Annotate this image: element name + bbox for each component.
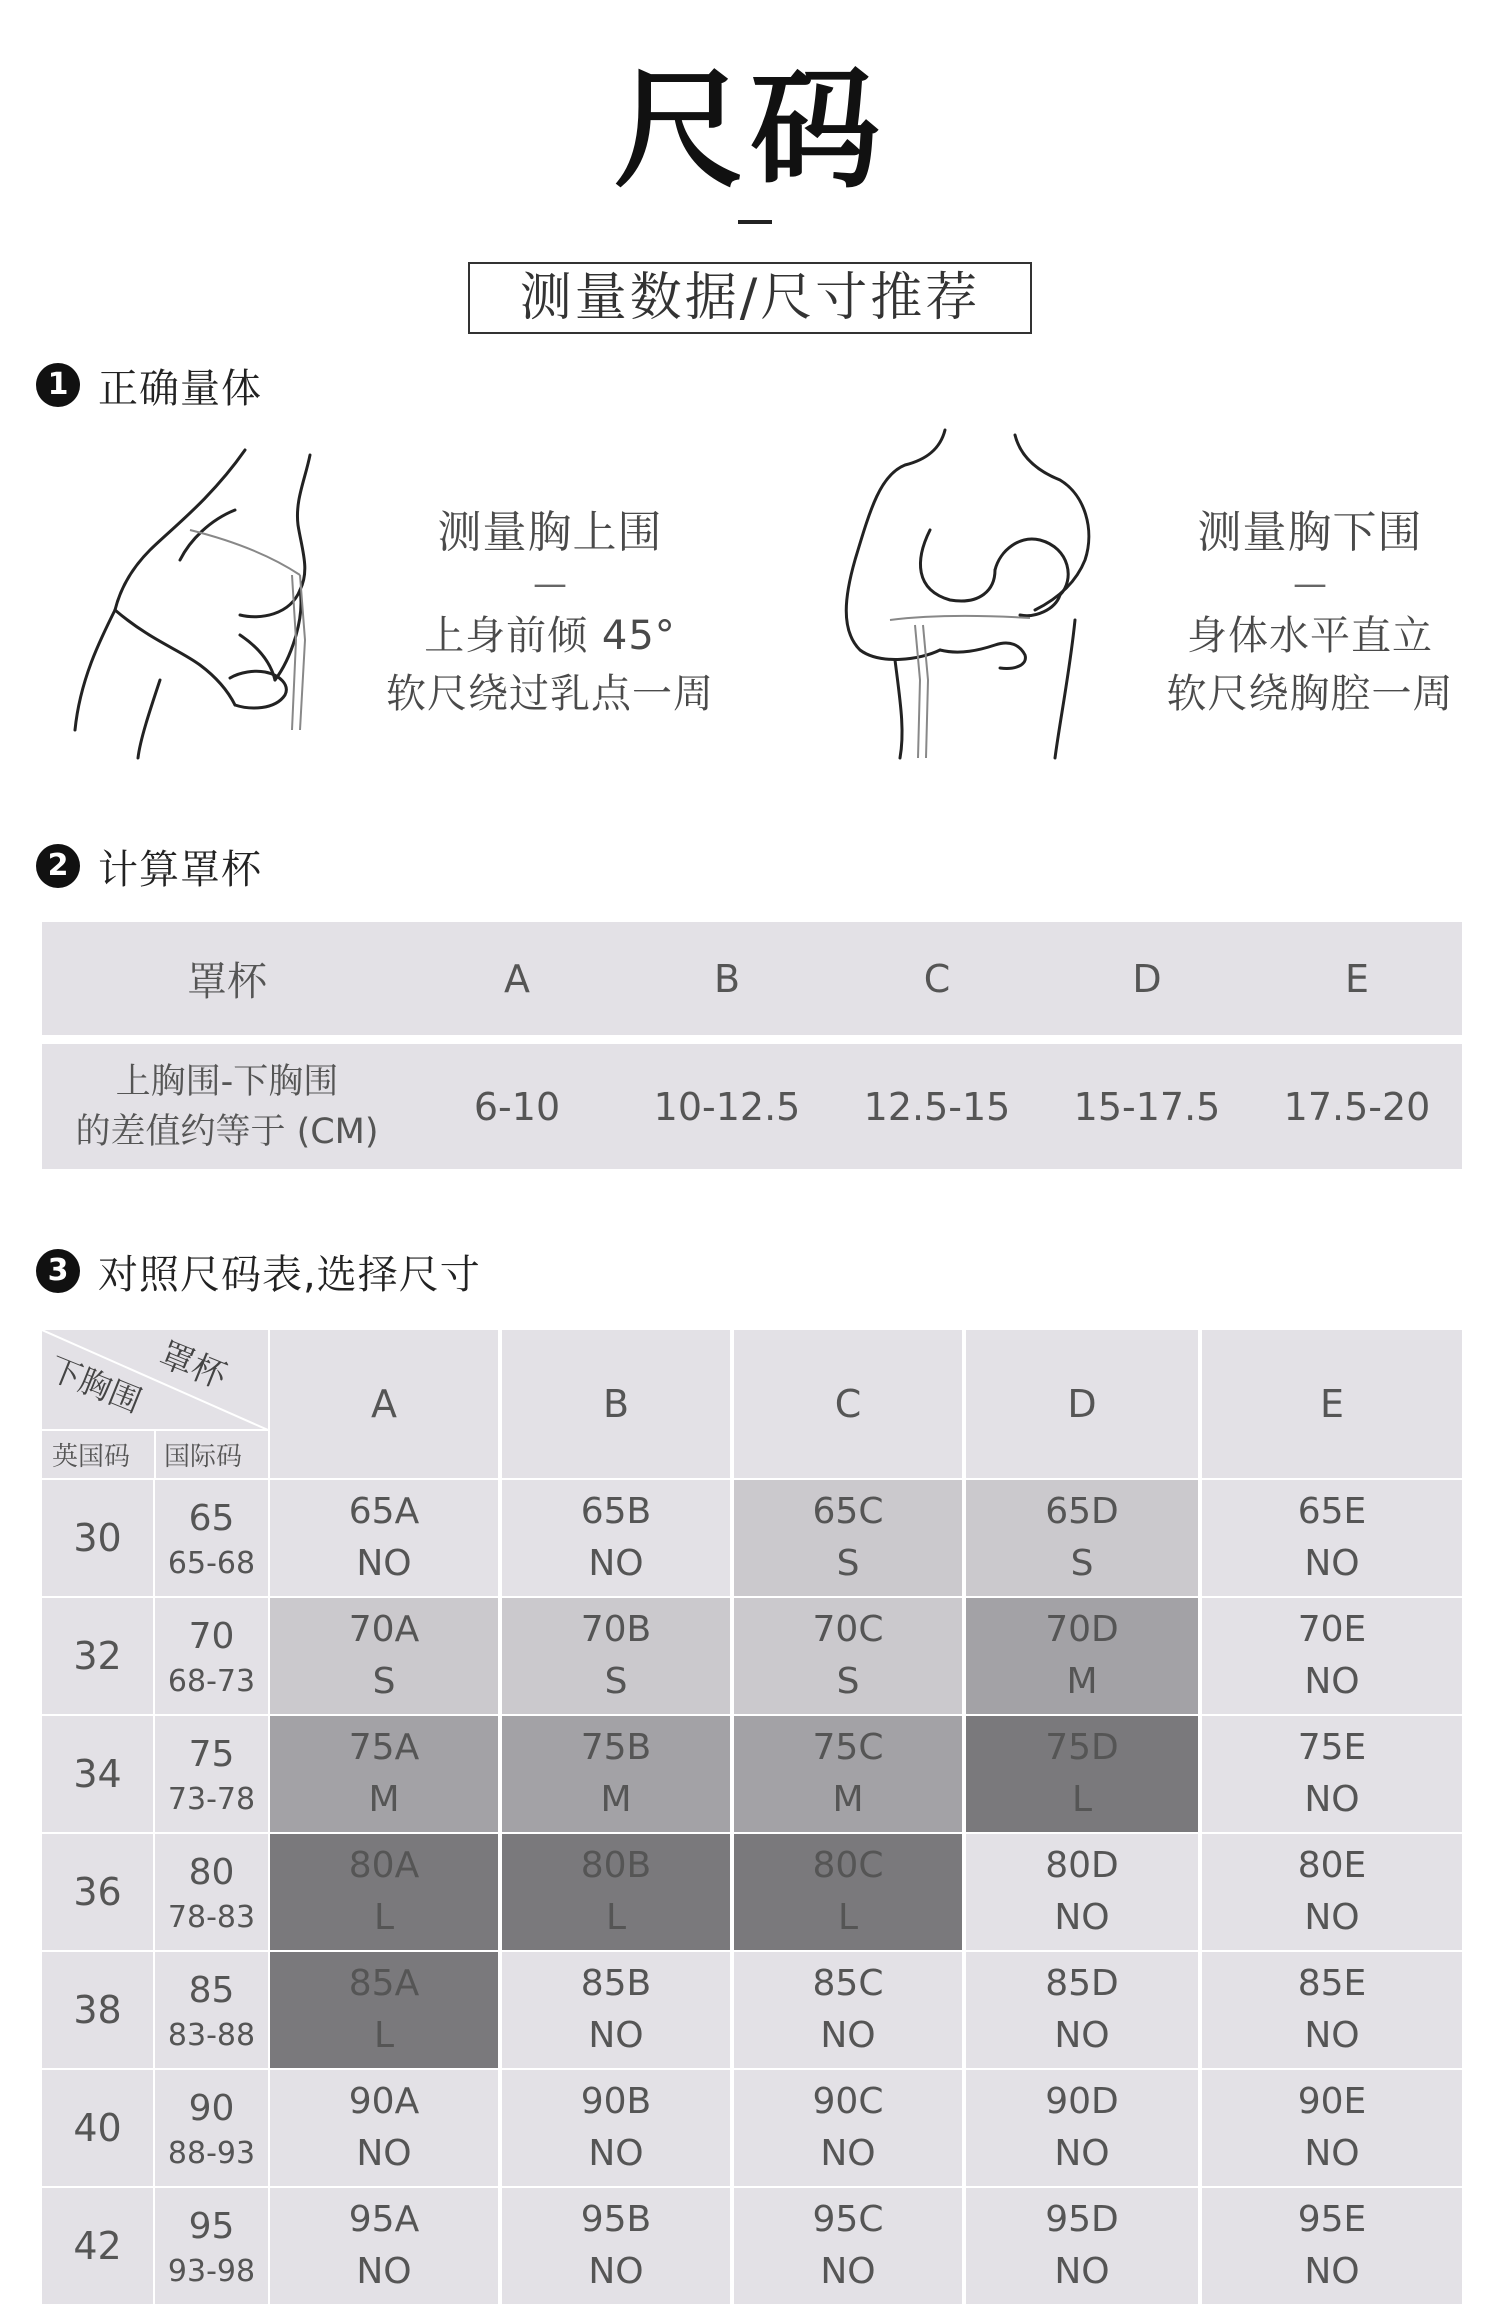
size-code: 80C	[812, 1845, 884, 1886]
size-code: 95E	[1297, 2199, 1367, 2240]
difference-label	[42, 1044, 412, 1169]
size-cell	[270, 1598, 498, 1714]
intl-size-value: 85	[188, 1970, 235, 2011]
intl-size-cell	[155, 2070, 268, 2186]
size-fit: NO	[820, 2133, 876, 2174]
upper-bust-text	[360, 505, 740, 723]
size-fit: NO	[1054, 1897, 1110, 1938]
corner-header	[42, 1330, 268, 1478]
size-cell	[502, 1480, 730, 1596]
size-code: 75B	[580, 1727, 652, 1768]
size-cell	[270, 2188, 498, 2304]
size-cell	[1202, 2188, 1462, 2304]
section-title: 对照尺码表,选择尺寸	[98, 1251, 481, 1298]
size-code: 70A	[348, 1609, 420, 1650]
intl-size-value: 65	[188, 1498, 235, 1539]
under-bust-illustration	[820, 420, 1140, 760]
size-cell	[734, 1716, 962, 1832]
uk-size-value: 34	[73, 1752, 122, 1796]
size-fit: M	[1066, 1661, 1098, 1702]
difference-label-line-2: 的差值约等于 (CM)	[75, 1111, 379, 1152]
subtitle-box: 测量数据/尺寸推荐	[468, 262, 1032, 334]
underbust-range: 68-73	[167, 1664, 256, 1699]
size-cell	[1202, 1952, 1462, 2068]
size-code: 65A	[348, 1491, 420, 1532]
size-fit: M	[832, 1779, 864, 1820]
size-chart-cup-header	[964, 1330, 1198, 1478]
size-cell	[966, 2188, 1198, 2304]
size-code: 90B	[580, 2081, 652, 2122]
uk-size-cell	[42, 1834, 153, 1950]
cup-letter: C	[834, 1382, 862, 1426]
size-fit: NO	[588, 2251, 644, 2292]
size-cell	[270, 2070, 498, 2186]
figure-line-1: 身体水平直立	[1187, 613, 1433, 659]
size-cell	[1202, 1834, 1462, 1950]
difference-value: 15-17.5	[1073, 1084, 1221, 1129]
size-fit: S	[604, 1661, 628, 1702]
intl-size-label: 国际码	[164, 1442, 243, 1472]
size-cell	[966, 1834, 1198, 1950]
size-fit: NO	[1304, 1897, 1360, 1938]
uk-size-cell	[42, 2188, 153, 2304]
cup-header-cell: B	[713, 956, 741, 1001]
cup-header-cell: E	[1344, 956, 1369, 1001]
size-code: 85E	[1297, 1963, 1367, 2004]
size-fit: NO	[1304, 2133, 1360, 2174]
difference-value: 10-12.5	[653, 1084, 801, 1129]
size-fit: NO	[588, 2015, 644, 2056]
uk-size-value: 42	[73, 2224, 122, 2268]
size-cell	[1202, 2070, 1462, 2186]
size-cell	[966, 1716, 1198, 1832]
size-cell	[270, 1834, 498, 1950]
size-cell	[502, 2070, 730, 2186]
size-fit: NO	[1304, 1661, 1360, 1702]
size-chart-table	[42, 1330, 1462, 2306]
size-code: 95A	[348, 2199, 420, 2240]
size-cell	[270, 1716, 498, 1832]
size-code: 85D	[1045, 1963, 1119, 2004]
uk-size-value: 40	[73, 2106, 122, 2150]
uk-size-value: 36	[73, 1870, 122, 1914]
intl-size-value: 80	[188, 1852, 235, 1893]
size-code: 65B	[580, 1491, 652, 1532]
size-fit: NO	[1054, 2133, 1110, 2174]
size-cell	[502, 2188, 730, 2304]
size-code: 65D	[1045, 1491, 1119, 1532]
size-fit: L	[373, 1897, 395, 1938]
size-cell	[270, 1952, 498, 2068]
cup-letter: B	[602, 1382, 630, 1426]
size-fit: NO	[588, 1543, 644, 1584]
figure-dash: —	[1293, 564, 1327, 604]
difference-value: 17.5-20	[1283, 1084, 1431, 1129]
size-code: 85B	[580, 1963, 652, 2004]
underbust-range: 65-68	[167, 1546, 256, 1581]
size-cell	[966, 2070, 1198, 2186]
size-code: 85C	[812, 1963, 884, 2004]
corner-cup-label: 罩杯	[153, 1334, 232, 1398]
size-code: 80E	[1297, 1845, 1367, 1886]
size-code: 70C	[812, 1609, 884, 1650]
size-code: 90C	[812, 2081, 884, 2122]
size-cell	[734, 2188, 962, 2304]
size-fit: NO	[356, 2133, 412, 2174]
page-title: 尺码	[613, 54, 886, 206]
intl-size-cell	[155, 1480, 268, 1596]
section-3-heading	[36, 1248, 481, 1298]
uk-size-value: 32	[73, 1634, 122, 1678]
cup-header-label: 罩杯	[187, 959, 267, 1005]
title-divider	[738, 220, 772, 224]
difference-label-line-1: 上胸围-下胸围	[115, 1061, 339, 1102]
size-fit: L	[1071, 1779, 1093, 1820]
intl-size-cell	[155, 1598, 268, 1714]
intl-size-value: 70	[188, 1616, 235, 1657]
difference-value: 12.5-15	[863, 1084, 1011, 1129]
size-code: 65E	[1297, 1491, 1367, 1532]
uk-size-cell	[42, 1598, 153, 1714]
size-cell	[1202, 1598, 1462, 1714]
size-code: 70B	[580, 1609, 652, 1650]
uk-size-cell	[42, 2070, 153, 2186]
figure-line-1: 上身前倾 45°	[424, 613, 676, 659]
cup-letter: D	[1067, 1382, 1097, 1426]
size-fit: L	[837, 1897, 859, 1938]
section-number-badge: 3	[36, 1249, 80, 1293]
size-code: 80B	[580, 1845, 652, 1886]
size-fit: NO	[1054, 2015, 1110, 2056]
difference-value: 6-10	[473, 1084, 561, 1129]
size-cell	[966, 1952, 1198, 2068]
size-chart-cup-header	[1200, 1330, 1462, 1478]
size-cell	[502, 1716, 730, 1832]
underbust-range: 88-93	[167, 2136, 256, 2171]
size-fit: NO	[588, 2133, 644, 2174]
size-fit: NO	[1304, 1543, 1360, 1584]
size-fit: S	[836, 1661, 860, 1702]
size-fit: NO	[1304, 1779, 1360, 1820]
size-cell	[966, 1480, 1198, 1596]
size-cell	[270, 1480, 498, 1596]
uk-size-label: 英国码	[52, 1442, 131, 1472]
intl-size-cell	[155, 1716, 268, 1832]
size-cell	[1202, 1480, 1462, 1596]
size-code: 85A	[348, 1963, 420, 2004]
size-cell	[734, 2070, 962, 2186]
size-cell	[1202, 1716, 1462, 1832]
under-bust-text	[1120, 505, 1500, 723]
size-cell	[502, 1834, 730, 1950]
size-code: 95C	[812, 2199, 884, 2240]
figure-dash: —	[533, 564, 567, 604]
size-fit: NO	[1304, 2015, 1360, 2056]
size-code: 90E	[1297, 2081, 1367, 2122]
cup-header-row	[42, 922, 1462, 1035]
size-code: 95D	[1045, 2199, 1119, 2240]
underbust-range: 73-78	[167, 1782, 256, 1817]
size-fit: L	[605, 1897, 627, 1938]
figure-line-2: 软尺绕过乳点一周	[386, 671, 714, 717]
uk-size-cell	[42, 1716, 153, 1832]
size-chart-cup-header	[500, 1330, 730, 1478]
size-fit: M	[600, 1779, 632, 1820]
underbust-range: 93-98	[167, 2254, 256, 2289]
uk-size-value: 30	[73, 1516, 122, 1560]
section-number-badge: 1	[36, 363, 80, 407]
size-code: 70E	[1297, 1609, 1367, 1650]
section-1-heading	[36, 362, 262, 412]
intl-size-value: 90	[188, 2088, 235, 2129]
size-chart-cup-header	[268, 1330, 498, 1478]
size-cell	[734, 1480, 962, 1596]
size-fit: NO	[820, 2251, 876, 2292]
cup-header-cell: C	[923, 956, 951, 1001]
intl-size-cell	[155, 1834, 268, 1950]
size-fit: S	[372, 1661, 396, 1702]
size-code: 80D	[1045, 1845, 1119, 1886]
cup-header-cell: D	[1132, 956, 1162, 1001]
uk-size-value: 38	[73, 1988, 122, 2032]
underbust-range: 83-88	[167, 2018, 256, 2053]
figure-title: 测量胸下围	[1197, 507, 1423, 558]
size-fit: NO	[1304, 2251, 1360, 2292]
size-code: 65C	[812, 1491, 884, 1532]
section-title: 正确量体	[98, 365, 262, 412]
cup-calculation-table	[42, 922, 1462, 1169]
size-cell	[502, 1952, 730, 2068]
figure-title: 测量胸上围	[437, 507, 663, 558]
size-chart-cup-header	[732, 1330, 962, 1478]
size-fit: L	[373, 2015, 395, 2056]
size-cell	[734, 1952, 962, 2068]
size-code: 90D	[1045, 2081, 1119, 2122]
underbust-range: 78-83	[167, 1900, 256, 1935]
size-fit: NO	[356, 2251, 412, 2292]
size-code: 80A	[348, 1845, 420, 1886]
size-cell	[734, 1834, 962, 1950]
size-code: 75C	[812, 1727, 884, 1768]
cup-letter: E	[1319, 1382, 1344, 1426]
size-code: 90A	[348, 2081, 420, 2122]
size-code: 95B	[580, 2199, 652, 2240]
intl-size-value: 95	[188, 2206, 235, 2247]
upper-bust-illustration	[60, 440, 360, 760]
figure-line-2: 软尺绕胸腔一周	[1166, 671, 1454, 717]
size-code: 70D	[1045, 1609, 1119, 1650]
section-2-heading	[36, 843, 262, 893]
uk-size-cell	[42, 1952, 153, 2068]
size-fit: NO	[820, 2015, 876, 2056]
size-code: 75A	[348, 1727, 420, 1768]
size-cell	[502, 1598, 730, 1714]
size-fit: M	[368, 1779, 400, 1820]
size-code: 75E	[1297, 1727, 1367, 1768]
intl-size-cell	[155, 1952, 268, 2068]
size-fit: S	[836, 1543, 860, 1584]
intl-size-cell	[155, 2188, 268, 2304]
size-fit: NO	[356, 1543, 412, 1584]
size-cell	[966, 1598, 1198, 1714]
size-fit: NO	[1054, 2251, 1110, 2292]
size-fit: S	[1070, 1543, 1094, 1584]
size-code: 75D	[1045, 1727, 1119, 1768]
uk-size-cell	[42, 1480, 153, 1596]
intl-size-value: 75	[188, 1734, 235, 1775]
cup-letter: A	[371, 1382, 397, 1426]
section-number-badge: 2	[36, 844, 80, 888]
corner-underbust-label: 下胸围	[43, 1349, 147, 1421]
section-title: 计算罩杯	[98, 846, 262, 893]
size-cell	[734, 1598, 962, 1714]
cup-difference-row	[42, 1044, 1462, 1169]
cup-header-cell: A	[504, 956, 530, 1001]
